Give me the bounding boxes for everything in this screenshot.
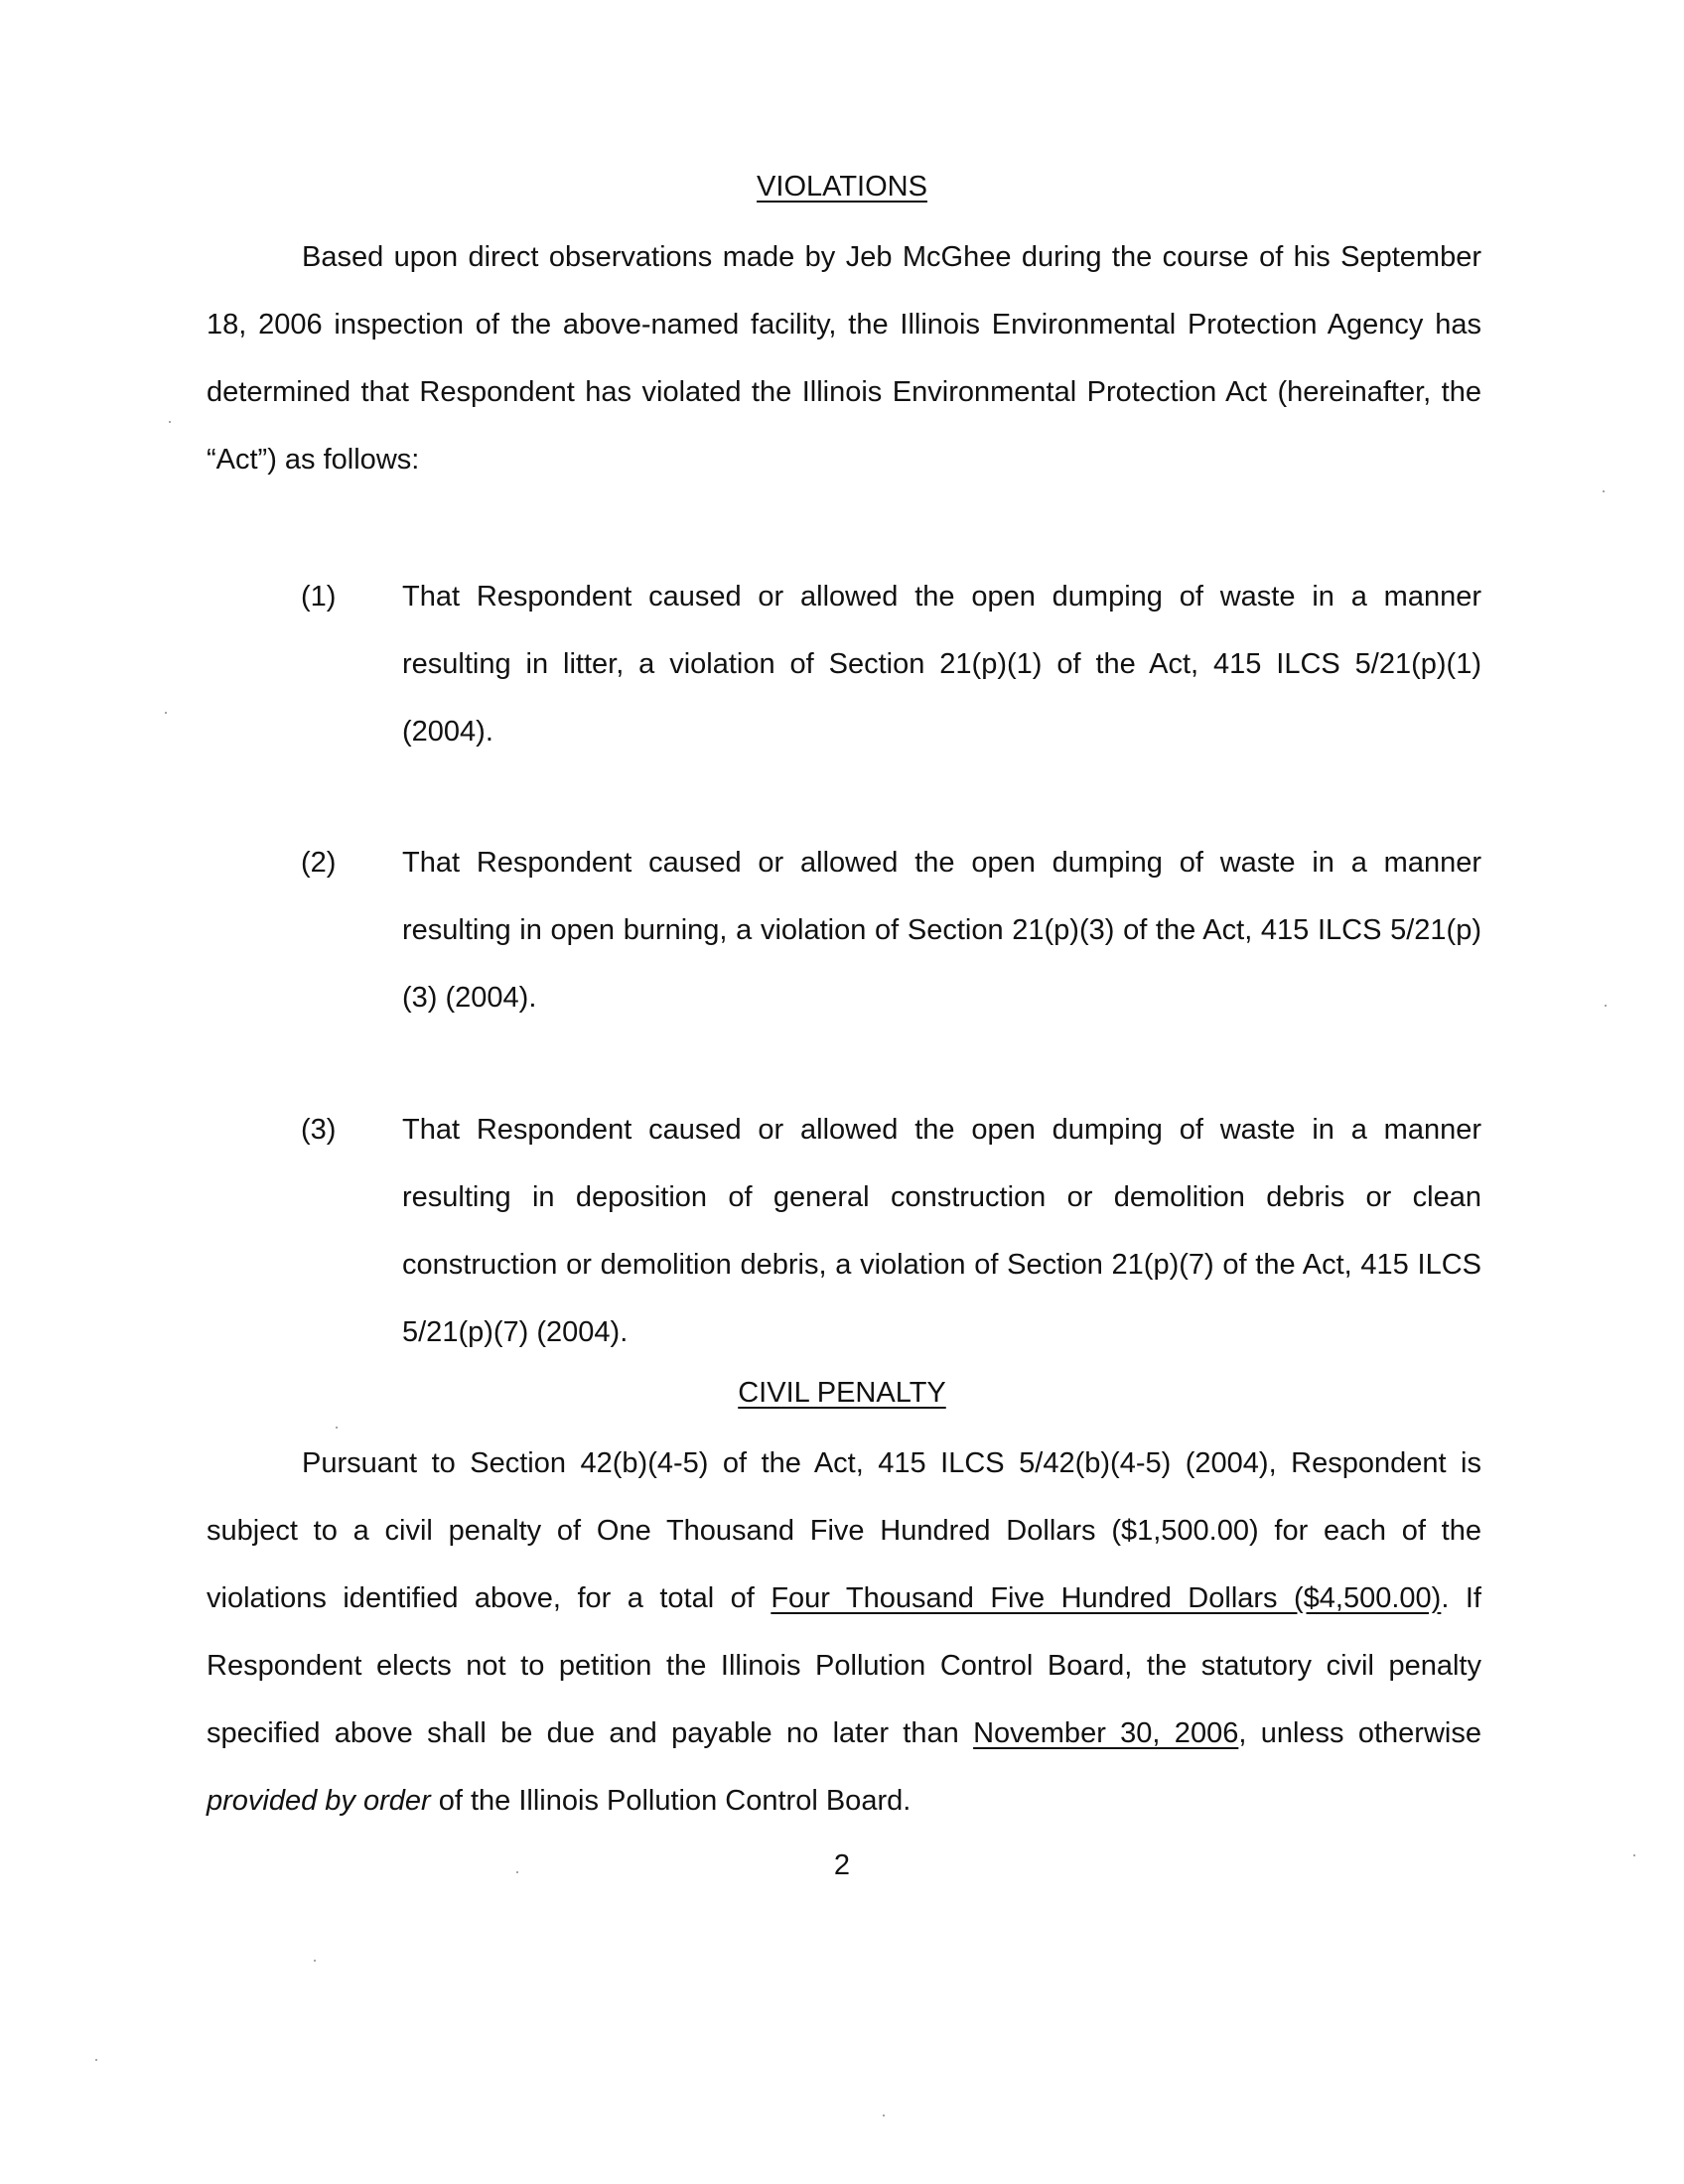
- violations-heading: VIOLATIONS: [757, 171, 927, 203]
- civil-penalty-text: , unless otherwise: [1238, 1717, 1481, 1749]
- violations-intro-paragraph: Based upon direct observations made by Jeb McGhee during the course of his September 18, 2006 inspection of the above-named facility, the Illinois Environmental Protection Agency has determined that Respondent has violated the Illinois Environmental Protection Act (hereinafter, the “Act”) as follows:: [207, 241, 1481, 476]
- scan-speck: [169, 421, 171, 423]
- penalty-total-amount: Four Thousand Five Hundred Dollars ($4,500.00): [771, 1582, 1442, 1614]
- scan-speck: [1633, 1854, 1635, 1856]
- civil-penalty-text: of the Illinois Pollution Control Board.: [430, 1785, 912, 1817]
- violation-item-number: (1): [301, 581, 337, 613]
- scan-speck: [95, 2059, 97, 2061]
- scan-speck: [165, 712, 167, 714]
- scan-speck: [336, 1427, 338, 1429]
- violation-item-number: (3): [301, 1114, 337, 1146]
- violation-item-text: That Respondent caused or allowed the open dumping of waste in a manner resulting in deposition of general construction or demolition debris or clean construction or demolition debris, a violation of Section 21(p)(7) of the Act, 415 ILCS 5/21(p)(7) (2004).: [402, 1114, 1481, 1348]
- scan-speck: [1605, 1005, 1607, 1007]
- civil-penalty-paragraph: [207, 1430, 1481, 1835]
- scan-speck: [516, 1871, 518, 1873]
- civil-penalty-heading: CIVIL PENALTY: [738, 1377, 946, 1409]
- scan-speck: [1603, 490, 1605, 492]
- civil-penalty-text: Pursuant to Section 42(b)(4-5) of the Act, 415 ILCS 5/42(b)(4-5) (2004), Respondent is subject to a civil penalty of One Thousand Five Hundred Dollars ($1,500.00) for each of the violations identified above, for a total of: [207, 1447, 1481, 1614]
- civil-penalty-text: . If Respondent elects not to petition the Illinois Pollution Control Board, the statutory civil penalty specified above shall be due and payable no later than: [207, 1582, 1481, 1749]
- violation-item-text: That Respondent caused or allowed the open dumping of waste in a manner resulting in litter, a violation of Section 21(p)(1) of the Act, 415 ILCS 5/21(p)(1) (2004).: [402, 581, 1481, 748]
- violation-item-number: (2): [301, 847, 337, 879]
- scan-speck: [883, 2115, 885, 2116]
- scan-speck: [314, 1960, 316, 1962]
- civil-penalty-italic-text: provided by order: [207, 1785, 431, 1817]
- page-number: 2: [833, 1849, 851, 1881]
- violation-item-text: That Respondent caused or allowed the open dumping of waste in a manner resulting in open burning, a violation of Section 21(p)(3) of the Act, 415 ILCS 5/21(p)(3) (2004).: [402, 847, 1481, 1014]
- penalty-due-date: November 30, 2006: [973, 1717, 1239, 1749]
